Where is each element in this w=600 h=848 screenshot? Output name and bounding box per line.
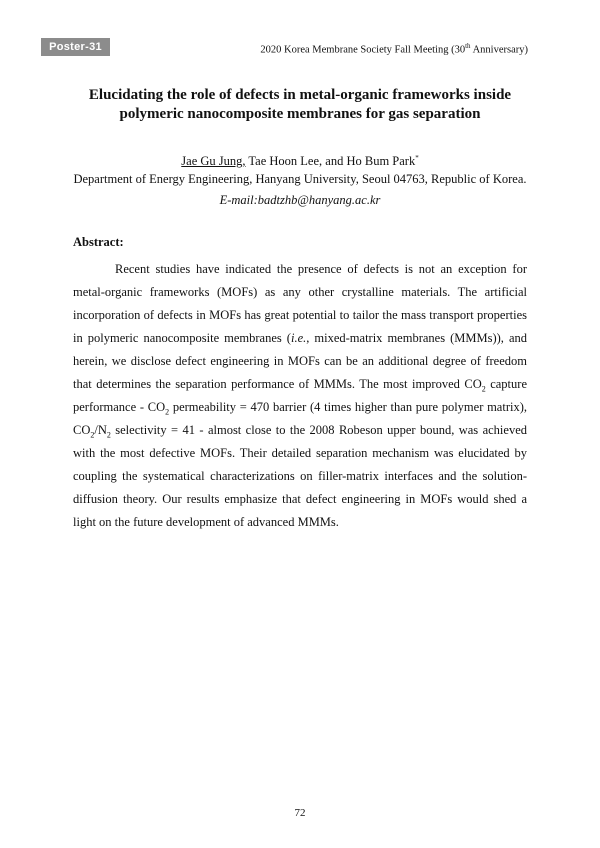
corresponding-mark: *: [415, 154, 419, 162]
abstract-heading: Abstract:: [73, 235, 124, 249]
paper-title: [60, 86, 540, 124]
abstract-body: Recent studies have indicated the presence of defects is not an exception for metal-organic frameworks (MOFs) as any other crystalline materials. The artificial incorporation of defects in MOFs has great potential to tailor the mass transport properties in polymeric nanocomposite membranes (i.e., mixed-matrix membranes (MMMs)), and herein, we disclose defect engineering in MOFs can be an additional degree of freedom that determines the separation performance of MMMs. The most improved $CO_2$ capture performance - $CO_2$ permeability = 470 barrier (4 times higher than pure polymer matrix), $CO_2/N_2$ selectivity = 41 - almost close to the 2008 Robeson upper bound, was achieved with the most defective MOFs. Their detailed separation mechanism was elucidated by coupling the systematical characterizations on filler-matrix interfaces and the solution-diffusion theory. Our results emphasize that defect engineering in MOFs would shed a light on the future development of advanced MMMs.: [73, 262, 528, 529]
co-authors: Tae Hoon Lee, and Ho Bum Park: [245, 154, 416, 169]
page-number: 72: [294, 807, 306, 819]
author-email: E-mail:badtzhb@hanyang.ac.kr: [219, 193, 381, 207]
title-line-1: Elucidating the role of defects in metal-organic frameworks inside: [88, 87, 512, 103]
presenting-author: Jae Gu Jung,: [181, 154, 246, 169]
title-line-2: polymeric nanocomposite membranes for gas separation: [119, 106, 481, 122]
affiliation: Department of Energy Engineering, Hanyang University, Seoul 04763, Republic of Korea.: [73, 172, 527, 186]
author-list: [40, 150, 560, 169]
poster-badge: Poster-31: [41, 38, 110, 56]
conference-header: 2020 Korea Membrane Society Fall Meeting (30th Anniversary): [260, 42, 528, 56]
